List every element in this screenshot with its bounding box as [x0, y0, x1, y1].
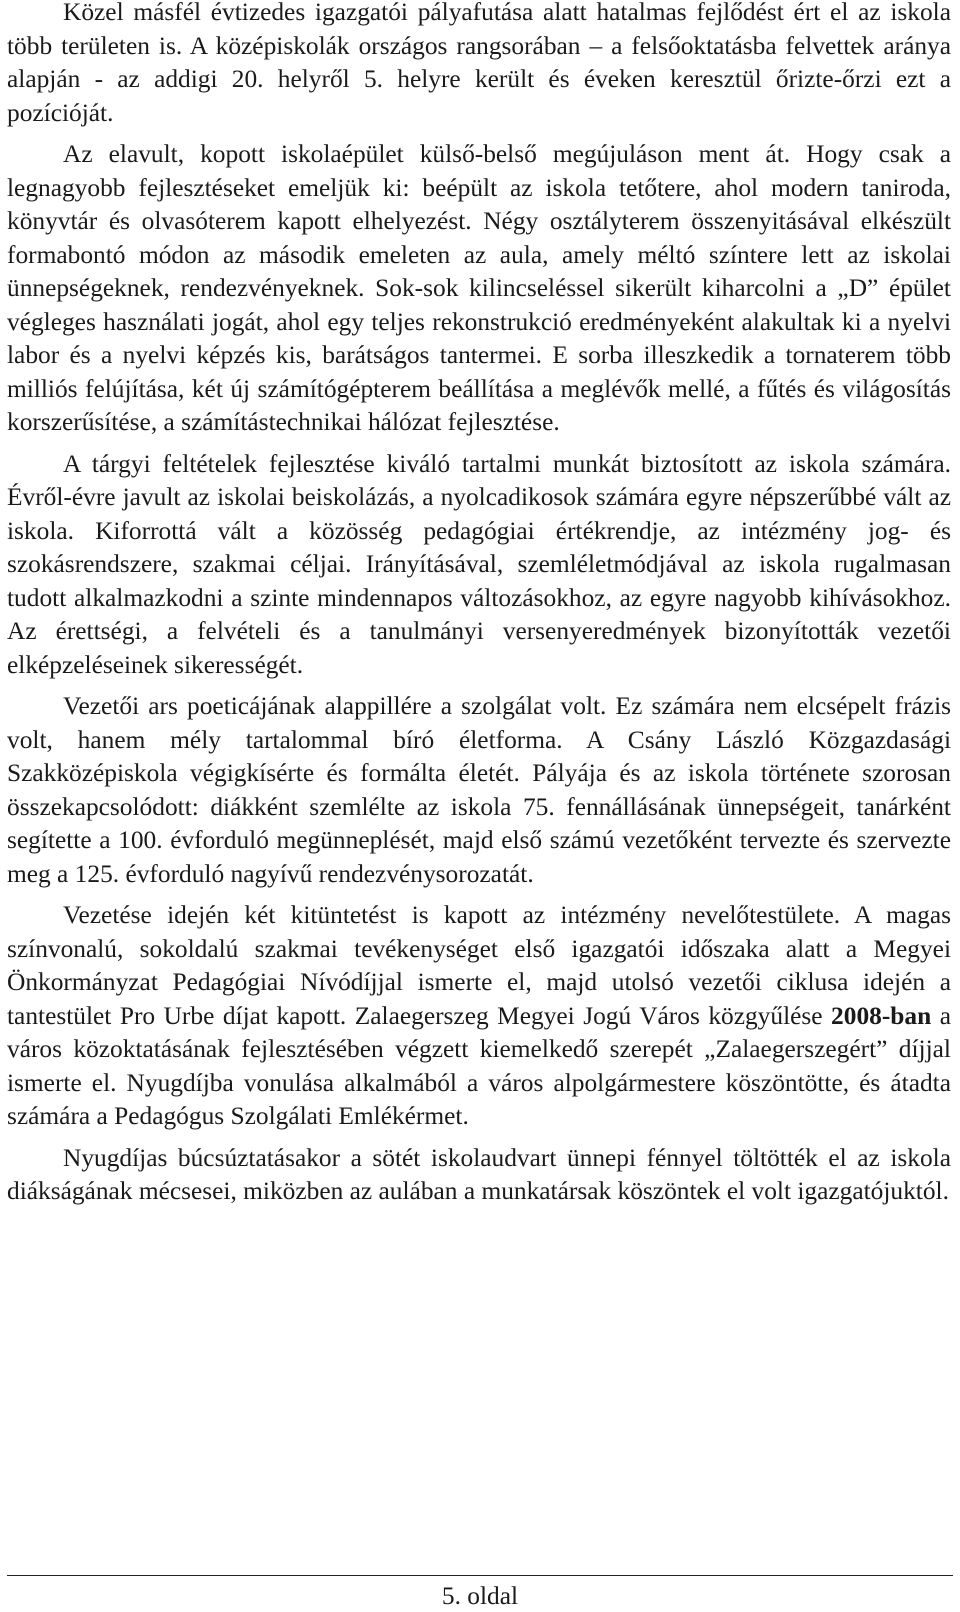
paragraph-content-work: A tárgyi feltételek fejlesztése kiváló tartalmi munkát biztosított az iskola számára. Évről-évre javult az iskolai beiskolázás, a nyolcadikosok számára egyre népszerűbbé vált az iskola. Kiforrottá vált a közösség pedagógiai értékrendje, az intézmény jog- és szokásrendszere, szakmai céljai. Irányításával, szemléletmódjával az iskola rugalmasan tudott alkalmazkodni a szinte mindennapos változásokhoz, az egyre nagyobb kihívásokhoz. Az érettségi, a felvételi és a tanulmányi versenyeredmények bizonyították vezetői elképzeléseinek sikerességét. [7, 449, 951, 679]
awards-text-end: a város közoktatásának fejlesztésében végzett kiemelkedő szerepét „Zalaegerszegért” díjjal ismerte el. Nyugdíjba vonulása alkalmából a város alpolgármestere köszöntötte, és átadta számára a Pedagógus Szolgálati Emlékérmet. [7, 1001, 951, 1130]
document-body [7, 0, 951, 1209]
awards-text-start: Vezetése idején két kitüntetést is kapott az intézmény nevelőtestülete. A magas színvonalú, sokoldalú szakmai tevékenységet első igazgatói időszaka alatt a Megyei Önkormányzat Pedagógiai Nívódíjjal ismerte el, majd utolsó vezetői ciklusa idején a tantestület Pro Urbe díjat kapott. Zalaegerszeg Megyei Jogú Város közgyűlése [7, 901, 951, 1030]
awards-year-bold: 2008-ban [831, 1001, 932, 1030]
paragraph-ars-poetica: Vezetői ars poeticájának alappillére a szolgálat volt. Ez számára nem elcsépelt frázis volt, hanem mély tartalommal bíró életforma. A Csány László Közgazdasági Szakközépiskola végigkísérte és formálta életét. Pályája és az iskola története szorosan összekapcsolódott: diákként szemlélte az iskola 75. fennállásának ünnepségeit, tanárként segítette a 100. évforduló megünneplését, majd első számú vezetőként tervezte és szervezte meg a 125. évforduló nagyívű rendezvénysorozatát. [7, 692, 951, 888]
paragraph-building-renewal: Az elavult, kopott iskolaépület külső-belső megújuláson ment át. Hogy csak a legnagyobb fejlesztéseket emeljük ki: beépült az iskola tetőtere, ahol modern taniroda, könyvtár és olvasóterem kapott elhelyezést. Négy osztályterem összenyitásával elkészült formabontó módon az második emeleten az aula, amely méltó színtere lett az iskolai ünnepségeknek, rendezvényeknek. Sok-sok kilincseléssel sikerült kiharcolni a „D” épület végleges használati jogát, ahol egy teljes rekonstrukció eredményeként alakultak ki a nyelvi labor és a nyelvi képzés kis, barátságos tantermei. E sorba illeszkedik a tornaterem több milliós felújítása, két új számítógépterem beállítása a meglévők mellé, a fűtés és világosítás korszerűsítése, a számítástechnikai hálózat fejlesztése. [7, 140, 951, 436]
paragraph-awards [7, 899, 951, 1134]
page-number: 5. oldal [441, 1582, 519, 1610]
paragraph-career-achievements: Közel másfél évtizedes igazgatói pályafutása alatt hatalmas fejlődést ért el az iskola több területen is. A középiskolák országos rangsorában – a felsőoktatásba felvettek aránya alapján - az addigi 20. helyről 5. helyre került és éveken keresztül őrizte-őrzi ezt a pozícióját. [7, 0, 951, 127]
paragraph-farewell: Nyugdíjas búcsúztatásakor a sötét iskolaudvart ünnepi fénnyel töltötték el az iskola diákságának mécsesei, miközben az aulában a munkatársak köszöntek el volt igazgatójuktól. [7, 1143, 951, 1205]
footer-divider [7, 1575, 953, 1576]
